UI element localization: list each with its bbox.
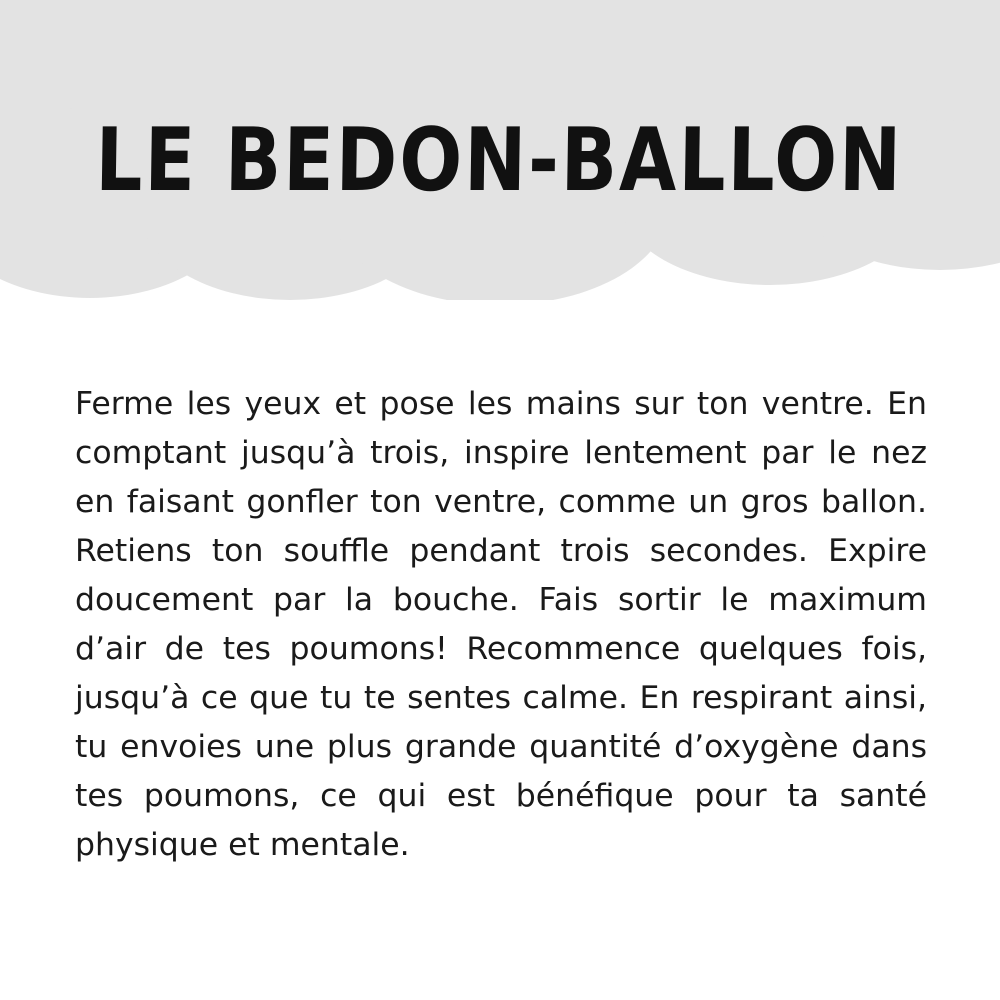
page-title: LE BEDON-BALLON — [94, 109, 904, 212]
body-paragraph: Ferme les yeux et pose les mains sur ton ventre. En comptant jusqu’à trois, inspire lentement par le nez en faisant gonfler ton ventre, comme un gros ballon. Retiens ton souffle pendant trois secondes. Expire doucement par la bouche. Fais sortir le maximum d’air de tes poumons! Recommence quelques fois, jusqu’à ce que tu te sentes calme. En respirant ainsi, tu envoies une plus grande quantité d’oxygène dans tes poumons, ce qui est bénéfique pour ta santé physique et mentale. — [75, 385, 927, 863]
